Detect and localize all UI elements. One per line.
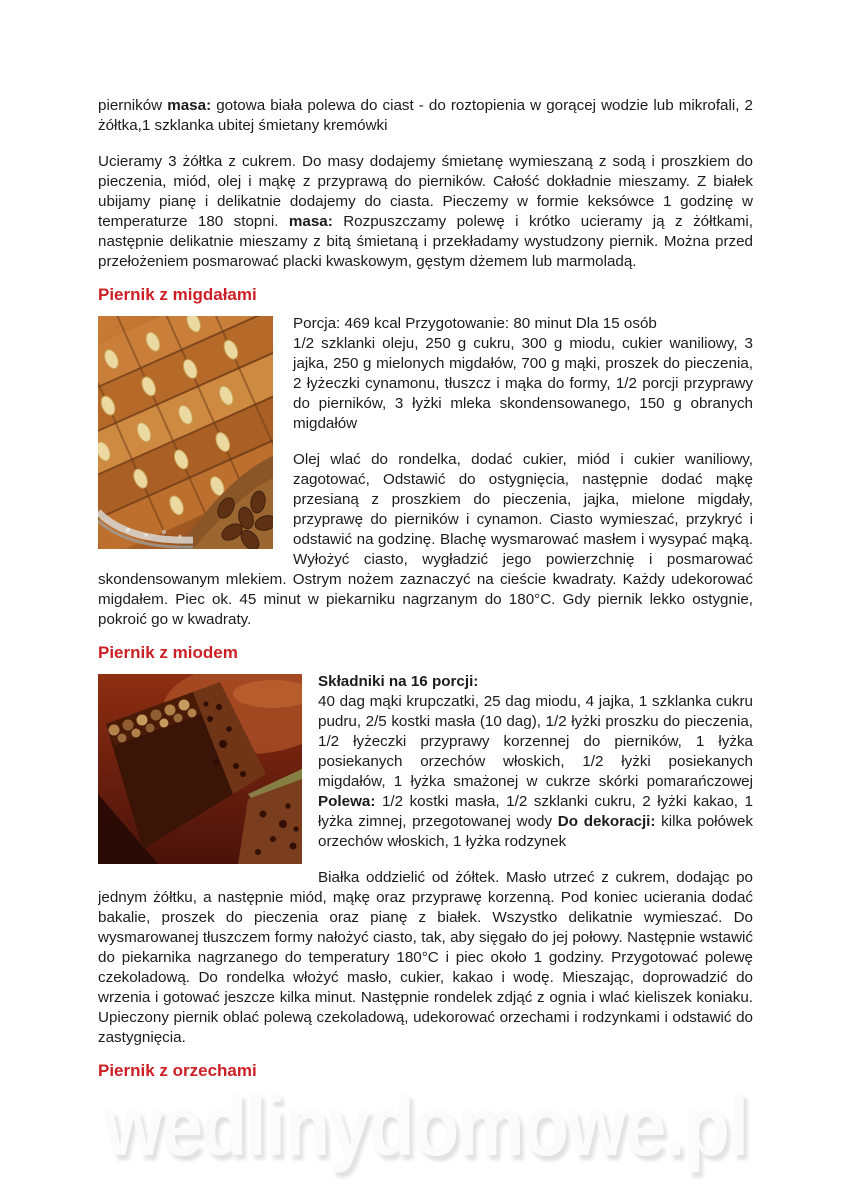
almond-method-paragraph: Olej wlać do rondelka, dodać cukier, miód i cukier waniliowy, zagotować, Odstawić do ostygnięcia, następnie dodać mąkę przesianą z proszkiem do pieczenia, jajka, mielone migdały, przyprawę do pierników i cynamon. Ciasto wymieszać, przykryć i odstawić na godzinę. Blachę wysmarować masłem i wysypać mąką. Wyłożyć ciasto, wygładzić jego powierzchnię i posmarować skondensowanym mlekiem. Ostrym nożem zaznaczyć na cieście kwadraty. Każdy udekorować migdałem. Piec ok. 45 minut w piekarniku nagrzanym do 180°C. Gdy piernik lekko ostygnie, pokroić go w kwadraty. xyxy=(98,451,753,628)
intro-fragment-paragraph xyxy=(98,96,753,136)
almond-gingerbread-photo xyxy=(98,316,273,549)
honey-glaze-text: 1/2 kostki masła, 1/2 szklanki cukru, 2 łyżki kakao, 1 łyżka zimnej, przegotowanej wody xyxy=(318,793,753,830)
honey-gingerbread-photo xyxy=(98,674,302,864)
almond-info-line: Porcja: 469 kcal Przygotowanie: 80 minut Dla 15 osób xyxy=(293,315,657,332)
watermark-text: wedlinydomowe.pl xyxy=(104,1079,748,1173)
honey-decoration-label: Do dekoracji: xyxy=(557,813,656,830)
honey-servings-label: Składniki na 16 porcji: xyxy=(318,673,479,690)
honey-gingerbread-illustration xyxy=(98,674,302,864)
intro-method-paragraph xyxy=(98,152,753,272)
heading-piernik-z-miodem: Piernik z miodem xyxy=(98,643,238,662)
heading-piernik-z-orzechami: Piernik z orzechami xyxy=(98,1061,257,1080)
honey-method-paragraph: Białka oddzielić od żółtek. Masło utrzeć z cukrem, dodając po jednym żółtku, a następnie miód, mąkę oraz przyprawę korzenną. Pod koniec ucierania dodać bakalie, proszek do pieczenia oraz pianę z białek. Wszystko delikatnie wymieszać. Do wysmarowanej tłuszczem formy nałożyć ciasto, tak, aby sięgało do jej połowy. Następnie wstawić do piekarnika nagrzanego do temperatury 180°C i piec około 1 godziny. Przygotować polewę czekoladową. Do rondelka włożyć masło, cukier, kakao i wodę. Mieszając, doprowadzić do wrzenia i gotować jeszcze kilka minut. Następnie rondelek zdjąć z ognia i wlać kieliszek koniaku. Upieczony piernik oblać polewą czekoladową, udekorować orzechami i rodzynkami i odstawić do zastygnięcia. xyxy=(98,869,753,1046)
honey-glaze-label: Polewa: xyxy=(318,793,376,810)
honey-decoration-text: kilka połówek orzechów włoskich, 1 łyżka rodzynek xyxy=(318,813,753,850)
intro-method-rest: Rozpuszczamy polewę i krótko ucieramy ją z żółtkami, następnie delikatnie mieszamy z bitą śmietaną i przekładamy wystudzony piernik. Można przed przełożeniem posmarować placki kwaskowym, gęstym dżemem lub marmoladą. xyxy=(98,213,753,270)
almond-ingredients-text: 1/2 szklanki oleju, 250 g cukru, 300 g miodu, cukier waniliowy, 3 jajka, 250 g mielonych migdałów, 700 g mąki, proszek do pieczenia, 2 łyżeczki cynamonu, tłuszcz i mąka do formy, 1/2 porcji przyprawy do pierników, 3 łyżki mleka skondensowanego, 150 g obranych migdałów xyxy=(293,335,753,432)
almond-section xyxy=(98,314,753,646)
heading-piernik-z-migdalami: Piernik z migdałami xyxy=(98,285,257,304)
masa-label: masa: xyxy=(167,97,212,114)
recipe-content xyxy=(98,96,753,1090)
honey-ingredients-text: 40 dag mąki krupczatki, 25 dag miodu, 4 jajka, 1 szklanka cukru pudru, 2/5 kostki masła (10 dag), 1/2 łyżki proszku do pieczenia, 1/2 łyżeczki przyprawy korzennej do pierników, 1 łyżka posiekanych orzechów włoskich, 1/2 łyżki posiekanych migdałów, 1 łyżka smażonej w cukrze skórki pomarańczowej xyxy=(318,693,753,790)
intro-fragment-pre: pierników xyxy=(98,97,163,114)
almond-gingerbread-illustration xyxy=(98,316,273,549)
intro-method-pre: Ucieramy 3 żółtka z cukrem. Do masy dodajemy śmietanę wymieszaną z sodą i proszkiem do pieczenia, miód, olej i mąkę z przyprawą do pierników. Całość dokładnie mieszamy. Z białek ubijamy pianę i delikatnie dodajemy do ciasta. Pieczemy w formie keksówce 1 godzinę w temperaturze 180 stopni. xyxy=(98,153,753,230)
masa-label-2: masa: xyxy=(288,213,333,230)
intro-fragment-rest: gotowa biała polewa do ciast - do roztopienia w gorącej wodzie lub mikrofali, 2 żółtka,1 szklanka ubitej śmietany kremówki xyxy=(98,97,753,134)
honey-section xyxy=(98,672,753,1064)
